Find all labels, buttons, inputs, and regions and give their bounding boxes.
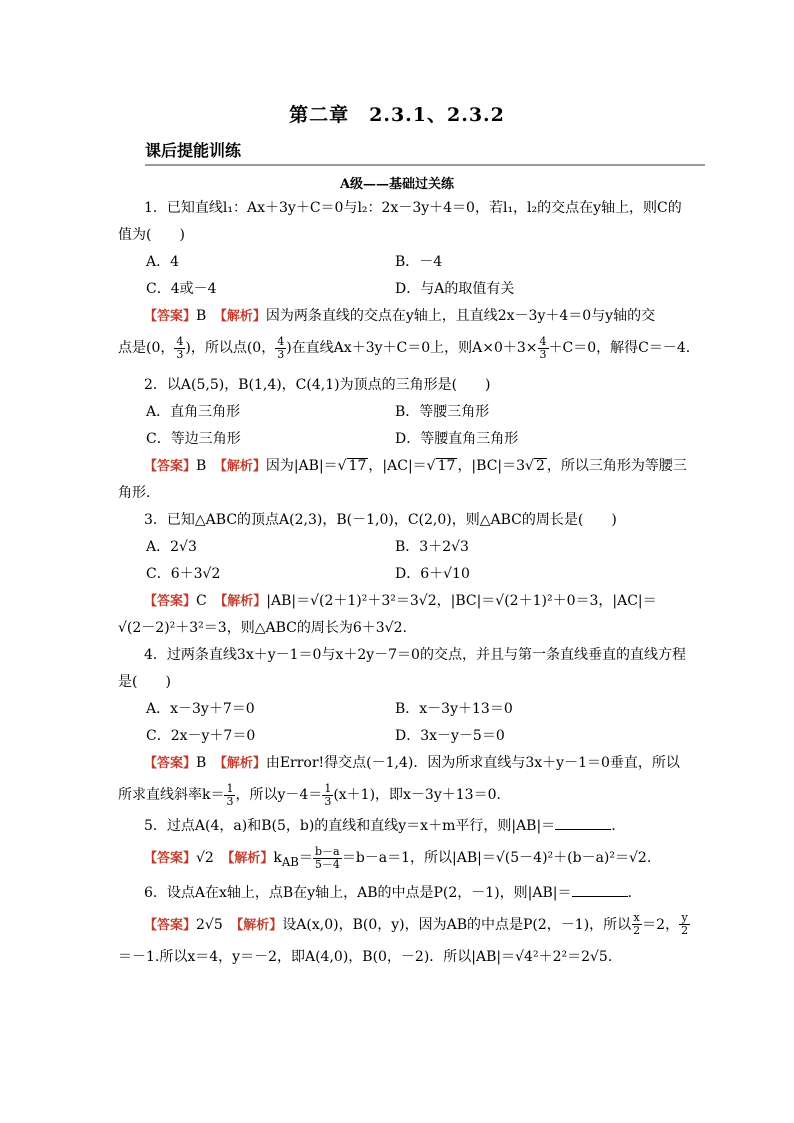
q6-analysis-text: 设A(x,0)，B(0，y)，因为AB的中点是P(2，－1)，所以 bbox=[282, 916, 632, 933]
q3-option-d: D．6＋√10 bbox=[395, 566, 470, 582]
q6-stem bbox=[118, 880, 680, 907]
numerator: b－a bbox=[315, 844, 340, 858]
analysis-label: 【解析】 bbox=[220, 756, 266, 771]
numerator: x bbox=[633, 911, 640, 925]
numerator: 4 bbox=[277, 334, 285, 348]
denominator: 5－4 bbox=[314, 857, 340, 871]
numerator: 4 bbox=[539, 334, 547, 348]
q3-analysis-text: |AB|＝√(2＋1)²＋3²＝3√2，|BC|＝√(2＋1)²＋0＝3，|AC|＝ bbox=[266, 593, 657, 609]
q1-analysis-text: ＋C＝0，解得C＝－4. bbox=[548, 340, 691, 356]
answer-label: 【答案】 bbox=[144, 459, 197, 474]
q6-analysis-line2: ＝－1.所以x＝4，y＝－2，即A(4,0)，B(0，－2)．所以|AB|＝√4²＋2²＝2√5. bbox=[118, 948, 613, 965]
q3-answer: C bbox=[196, 593, 207, 609]
analysis-label: 【解析】 bbox=[227, 851, 274, 866]
answer-label: 【答案】 bbox=[144, 917, 197, 933]
denominator: 3 bbox=[226, 794, 234, 808]
q5-stem-end: . bbox=[611, 818, 616, 834]
q1-analysis-line1 bbox=[118, 303, 680, 330]
q2-answer: B bbox=[196, 458, 207, 474]
q2-options-row1 bbox=[118, 399, 680, 426]
answer-label: 【答案】 bbox=[144, 756, 197, 771]
denominator: 2 bbox=[681, 924, 689, 938]
q5-stem-text: 5．过点A(4，a)和B(5，b)的直线和直线y＝x＋m平行，则|AB|＝ bbox=[144, 818, 556, 834]
q1-analysis-line2 bbox=[118, 330, 691, 366]
q2-analysis-text: ，|AC|＝√ bbox=[368, 458, 436, 474]
q3-stem: 3．已知△ABC的顶点A(2,3)，B(－1,0)，C(2,0)，则△ABC的周长是( ) bbox=[144, 512, 617, 528]
q4-analysis-line1 bbox=[118, 750, 680, 777]
level-title: A级——基础过关练 bbox=[339, 177, 455, 192]
chapter-title: 第二章 2.3.1、2.3.2 bbox=[289, 104, 505, 126]
q4-option-c: C．2x－y＋7＝0 bbox=[146, 728, 256, 744]
q6-stem-text: 6．设点A在x轴上，点B在y轴上，AB的中点是P(2，－1)，则|AB|＝ bbox=[144, 884, 572, 901]
q1-answer: B bbox=[196, 308, 207, 324]
numerator: 4 bbox=[176, 334, 184, 348]
q2-option-c: C．等边三角形 bbox=[146, 431, 241, 447]
subscript: AB bbox=[281, 854, 299, 869]
q4-analysis-text: 所求直线斜率k＝ bbox=[118, 787, 225, 803]
q4-analysis-text: (x＋1)，即x－3y＋13＝0. bbox=[333, 787, 501, 803]
q6-analysis-line1 bbox=[118, 907, 689, 944]
q3-analysis-line1 bbox=[118, 588, 680, 615]
analysis-label: 【解析】 bbox=[236, 917, 283, 933]
q4-option-a: A．x－3y＋7＝0 bbox=[146, 701, 255, 717]
q1-point: (0， bbox=[146, 340, 175, 356]
q2-analysis-text: 因为|AB|＝√ bbox=[265, 458, 347, 474]
q2-analysis-line1 bbox=[118, 453, 687, 480]
q1-analysis-text: 因为两条直线的交点在y轴上，且直线2x－3y＋4＝0与y轴的交 bbox=[265, 308, 656, 324]
q2-analysis-text: ，|BC|＝3√ bbox=[457, 458, 534, 474]
q4-options-row1 bbox=[118, 696, 680, 723]
q1-stem-line1: 1．已知直线l₁：Ax＋3y＋C＝0与l₂：2x－3y＋4＝0，若l₁，l₂的交点在y轴上，则C的 bbox=[144, 200, 682, 216]
q3-option-b: B．3＋2√3 bbox=[395, 539, 469, 555]
q4-analysis-line2 bbox=[118, 777, 680, 813]
denominator: 3 bbox=[176, 347, 184, 361]
q1-option-b: B．－4 bbox=[395, 254, 443, 270]
denominator: 2 bbox=[633, 924, 641, 938]
q4-stem-line2: 是( ) bbox=[118, 674, 171, 690]
q2-options-row2 bbox=[118, 426, 680, 453]
numerator: y bbox=[681, 911, 688, 925]
answer-label: 【答案】 bbox=[144, 309, 197, 324]
q4-option-d: D．3x－y－5＝0 bbox=[395, 728, 505, 744]
analysis-label: 【解析】 bbox=[220, 459, 266, 474]
answer-label: 【答案】 bbox=[144, 594, 197, 609]
numerator: 1 bbox=[226, 781, 234, 795]
q2-analysis-text: ，所以三角形为等腰三 bbox=[546, 458, 687, 474]
q5-analysis-text: ＝b－a＝1，所以|AB|＝√(5－4)²＋(b－a)²＝√2. bbox=[341, 850, 652, 866]
answer-label: 【答案】 bbox=[144, 851, 197, 866]
q2-stem: 2．以A(5,5)，B(1,4)，C(4,1)为顶点的三角形是( ) bbox=[144, 377, 491, 393]
section-title: 课后提能训练 bbox=[145, 138, 705, 166]
q1-point: (0， bbox=[246, 340, 276, 356]
fraction bbox=[224, 783, 235, 808]
fraction bbox=[631, 912, 642, 937]
q1-point: ) bbox=[286, 340, 292, 356]
q1-options-row2 bbox=[118, 276, 680, 303]
radicand: 2 bbox=[535, 458, 545, 474]
q4-analysis-text: ，所以y－4＝ bbox=[235, 787, 323, 803]
fraction bbox=[174, 336, 185, 361]
q4-answer: B bbox=[196, 755, 207, 771]
analysis-label: 【解析】 bbox=[220, 594, 267, 609]
q5-analysis-text: k bbox=[273, 850, 282, 866]
analysis-label: 【解析】 bbox=[220, 309, 266, 324]
fraction bbox=[679, 912, 690, 937]
answer-blank bbox=[572, 882, 628, 897]
numerator: 1 bbox=[324, 781, 332, 795]
q3-option-c: C．6＋3√2 bbox=[146, 566, 221, 582]
q3-options-row2 bbox=[118, 561, 680, 588]
q6-analysis-text: ＝2， bbox=[642, 916, 680, 933]
q3-option-a: A．2√3 bbox=[146, 539, 197, 555]
q5-stem bbox=[118, 813, 680, 840]
q4-options-row2 bbox=[118, 723, 680, 750]
denominator: 3 bbox=[277, 347, 285, 361]
q4-stem-line1: 4．过两条直线3x＋y－1＝0与x＋2y－7＝0的交点，并且与第一条直线垂直的直线方程 bbox=[144, 647, 686, 663]
fraction bbox=[322, 783, 333, 808]
q3-options-row1 bbox=[118, 534, 680, 561]
exercise-content bbox=[118, 195, 691, 971]
q5-analysis-line1 bbox=[118, 840, 680, 880]
q2-option-d: D．等腰直角三角形 bbox=[395, 431, 519, 447]
q2-option-a: A．直角三角形 bbox=[146, 404, 241, 420]
q4-option-b: B．x－3y＋13＝0 bbox=[395, 701, 513, 717]
radicand: 17 bbox=[437, 458, 456, 474]
q5-analysis-text: ＝ bbox=[298, 850, 313, 866]
q1-point: ) bbox=[185, 340, 191, 356]
q4-analysis-text: 由Error!得交点(－1,4)．因为所求直线与3x＋y－1＝0垂直，所以 bbox=[265, 755, 680, 771]
fraction bbox=[275, 336, 286, 361]
q3-analysis-line2: √(2－2)²＋3²＝3，则△ABC的周长为6＋3√2. bbox=[118, 620, 407, 636]
radicand: 17 bbox=[348, 458, 367, 474]
q2-option-b: B．等腰三角形 bbox=[395, 404, 490, 420]
q1-options-row1 bbox=[118, 249, 680, 276]
q1-analysis-text: 在直线Ax＋3y＋C＝0上，则A×0＋3× bbox=[291, 340, 538, 356]
fraction bbox=[313, 846, 342, 871]
q6-answer: 2√5 bbox=[196, 916, 223, 933]
q1-stem-line2: 值为( ) bbox=[118, 227, 185, 243]
fraction bbox=[538, 336, 549, 361]
q1-analysis-text: 点是 bbox=[118, 340, 146, 356]
q1-option-a: A．4 bbox=[146, 254, 180, 270]
q6-stem-end: . bbox=[627, 884, 632, 901]
q5-answer: √2 bbox=[196, 850, 214, 866]
denominator: 3 bbox=[324, 794, 332, 808]
answer-blank bbox=[555, 815, 611, 830]
q1-option-c: C．4或－4 bbox=[146, 281, 217, 297]
q1-analysis-text: ，所以点 bbox=[190, 340, 247, 356]
q2-analysis-line2: 角形. bbox=[118, 485, 151, 501]
denominator: 3 bbox=[539, 347, 547, 361]
q1-option-d: D．与A的取值有关 bbox=[395, 281, 515, 297]
